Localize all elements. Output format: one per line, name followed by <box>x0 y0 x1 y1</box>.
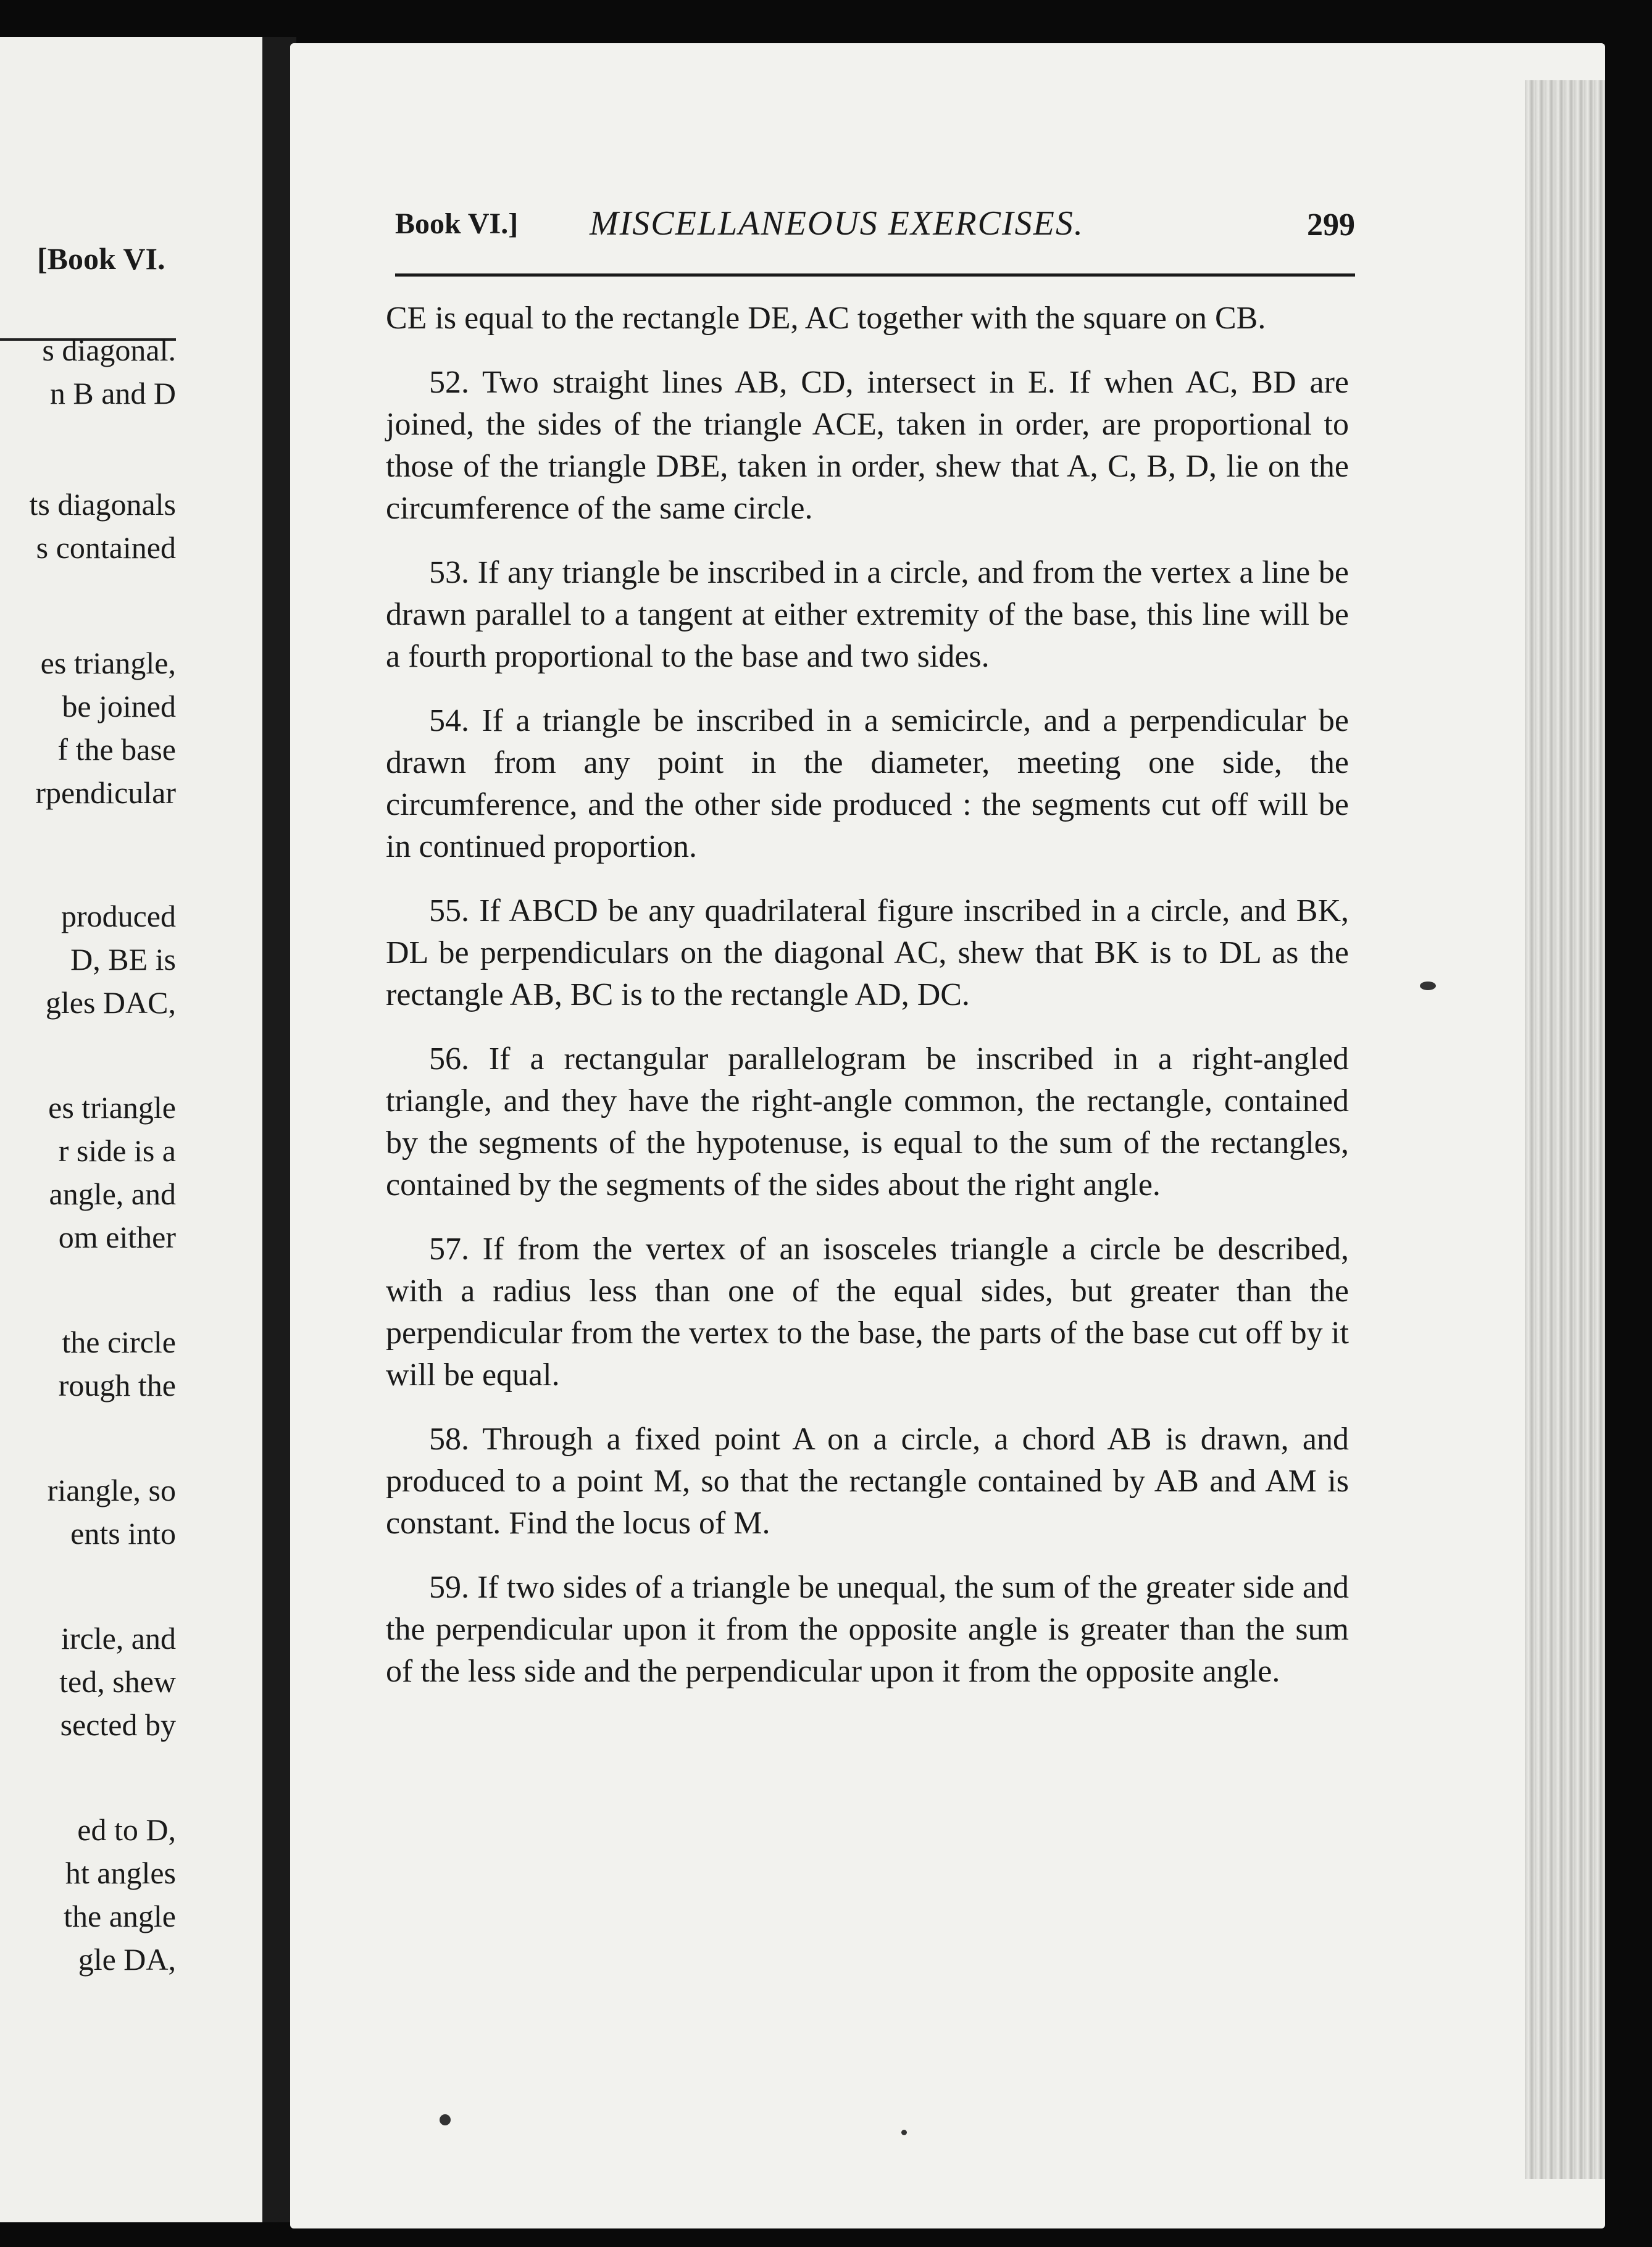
left-page-line: ted, shew <box>59 1664 176 1699</box>
left-page-line: ents into <box>70 1516 176 1551</box>
exercise-57: 57. If from the vertex of an isosceles triangle a circle be described, with a radius less than one of the equal sides, but greater than the perpendicular from the vertex to the base, the parts of the base cut off by it will be equal. <box>386 1232 1349 1393</box>
left-page-line: D, BE is <box>70 942 176 977</box>
left-page-line: the angle <box>64 1899 176 1933</box>
left-page-line: ts diagonals <box>29 487 176 522</box>
left-page-line: ircle, and <box>60 1621 176 1656</box>
exercise-52: 52. Two straight lines AB, CD, intersect in E. If when AC, BD are joined, the sides of the triangle ACE, taken in order, are proportional to those of the triangle DBE, taken in order, shew that A, C, B, D, lie on the circumference of the same circle. <box>386 365 1349 526</box>
left-facing-page <box>0 37 262 2222</box>
exercise-54: 54. If a triangle be inscribed in a semicircle, and a perpendicular be drawn from any point in the diameter, meeting one side, the circumference, and the other side produced : the segments cut off will be in continued proportion. <box>386 703 1349 864</box>
left-page-header: [Book VI. <box>37 241 165 276</box>
left-page-line: produced <box>60 899 176 933</box>
exercise-59: 59. If two sides of a triangle be unequal, the sum of the greater side and the perpendicular upon it from the opposite angle is greater than the sum of the less side and the perpendicular upon it from the opposite angle. <box>386 1570 1349 1689</box>
scan-speck <box>1420 982 1436 990</box>
left-page-line: sected by <box>60 1707 176 1742</box>
page-edge-stack <box>1525 80 1605 2179</box>
left-page-line: es triangle <box>48 1090 176 1125</box>
left-page-line: riangle, so <box>47 1473 176 1507</box>
header-rule <box>395 273 1355 277</box>
left-page-line: om either <box>58 1220 176 1254</box>
left-page-line: the circle <box>62 1325 176 1359</box>
scan-speck <box>901 2130 907 2135</box>
left-page-line: gle DA, <box>78 1942 176 1977</box>
left-page-line: rpendicular <box>35 775 176 810</box>
left-page-line: es triangle, <box>40 646 176 680</box>
left-page-line: f the base <box>57 732 176 767</box>
left-page-line: gles DAC, <box>45 985 176 1020</box>
running-header <box>395 204 1355 262</box>
left-page-line: be joined <box>62 689 176 723</box>
left-page-line: n B and D <box>49 376 176 411</box>
paragraph-continuation: CE is equal to the rectangle DE, AC together with the square on CB. <box>386 301 1266 336</box>
left-page-line: ht angles <box>65 1856 176 1890</box>
body-text <box>386 298 1349 1715</box>
header-book-label: Book VI.] <box>395 207 519 240</box>
exercise-55: 55. If ABCD be any quadrilateral figure inscribed in a circle, and BK, DL be perpendiculars on the diagonal AC, shew that BK is to DL as the rectangle AB, BC is to the rectangle AD, DC. <box>386 893 1349 1012</box>
scan-speck <box>440 2114 451 2125</box>
exercise-56: 56. If a rectangular parallelogram be inscribed in a right-angled triangle, and they have the right-angle common, the rectangle, contained by the segments of the hypotenuse, is equal to the sum of the rectangles, contained by the segments of the sides about the right angle. <box>386 1041 1349 1203</box>
header-title: MISCELLANEOUS EXERCISES. <box>590 204 1084 243</box>
page-number: 299 <box>1307 207 1355 243</box>
left-page-line: s contained <box>36 530 176 565</box>
exercise-53: 53. If any triangle be inscribed in a circle, and from the vertex a line be drawn parallel to a tangent at either extremity of the base, this line will be a fourth proportional to the base and two sides. <box>386 555 1349 674</box>
left-page-line: r side is a <box>58 1133 176 1168</box>
exercise-58: 58. Through a fixed point A on a circle, a chord AB is drawn, and produced to a point M, so that the rectangle contained by AB and AM is constant. Find the locus of M. <box>386 1422 1349 1541</box>
left-page-line: ed to D, <box>77 1812 176 1847</box>
left-page-line: angle, and <box>49 1177 176 1211</box>
left-page-line: s diagonal. <box>42 333 176 367</box>
left-page-line: rough the <box>58 1368 176 1403</box>
